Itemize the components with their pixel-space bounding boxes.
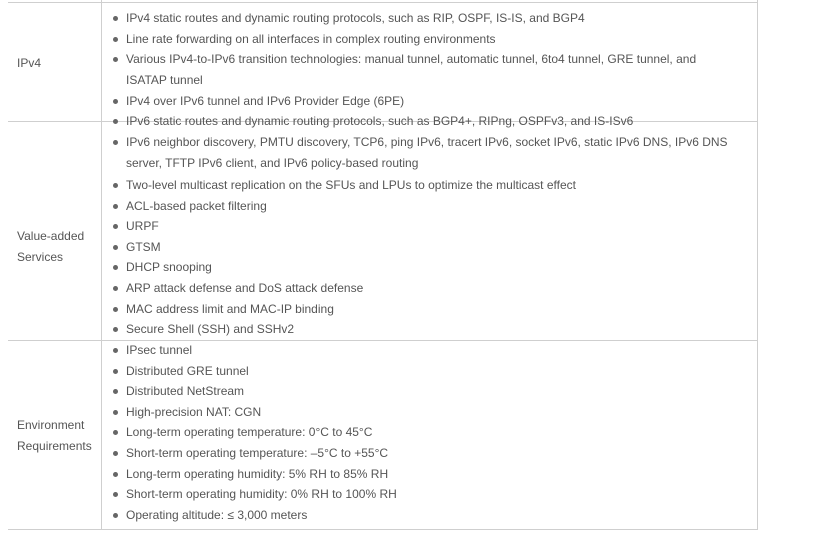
- list-item: [110, 319, 735, 340]
- list-item: [110, 361, 735, 382]
- category-ipv4: IPv4: [17, 56, 42, 70]
- list-item: [110, 49, 735, 90]
- list-item: [110, 402, 735, 423]
- row-divider: [8, 2, 758, 3]
- list-item-text: Operating altitude: ≤ 3,000 meters: [126, 508, 308, 522]
- list-item: [110, 443, 735, 464]
- bullet-icon: [113, 119, 118, 124]
- bullet-icon: [113, 410, 118, 415]
- bullet-icon: [113, 348, 118, 353]
- list-item-text: ACL-based packet filtering: [126, 199, 267, 213]
- list-item-text: IPsec tunnel: [126, 343, 193, 357]
- row-divider: [8, 529, 758, 530]
- bullet-icon: [113, 430, 118, 435]
- list-item-text: Secure Shell (SSH) and SSHv2: [126, 322, 295, 336]
- list-item-text: Line rate forwarding on all interfaces in complex routing environments: [126, 32, 496, 46]
- bullet-icon: [113, 472, 118, 477]
- list-item: [110, 216, 735, 237]
- bullet-icon: [113, 204, 118, 209]
- list-item-text: Two-level multicast replication on the SFUs and LPUs to optimize the multicast effect: [126, 178, 576, 192]
- category-value-added-services: Value-added Services: [17, 229, 85, 264]
- bullet-icon: [113, 265, 118, 270]
- list-item-text: URPF: [126, 219, 159, 233]
- list-item-text: Short-term operating humidity: 0% RH to 100% RH: [126, 487, 397, 501]
- list-item-text: IPv6 neighbor discovery, PMTU discovery, TCP6, ping IPv6, tracert IPv6, socket IPv6, static IPv6 DNS, IPv6 DNS server, TFTP IPv6 client, and IPv6 policy-based routing: [126, 135, 728, 170]
- list-item: [110, 8, 735, 29]
- bullet-icon: [113, 224, 118, 229]
- list-item-text: DHCP snooping: [126, 260, 212, 274]
- list-item-text: Distributed NetStream: [126, 384, 245, 398]
- bullet-icon: [113, 183, 118, 188]
- bullet-icon: [113, 57, 118, 62]
- bullet-icon: [113, 369, 118, 374]
- list-item-text: Short-term operating temperature: –5°C to +55°C: [126, 446, 389, 460]
- list-item: [110, 422, 735, 443]
- bullet-icon: [113, 286, 118, 291]
- list-item: [110, 132, 735, 173]
- list-item: [110, 299, 735, 320]
- list-item: [110, 175, 735, 196]
- list-item: [110, 237, 735, 258]
- list-item-text: IPv4 over IPv6 tunnel and IPv6 Provider Edge (6PE): [126, 94, 405, 108]
- list-item-text: GTSM: [126, 240, 161, 254]
- bullet-icon: [113, 16, 118, 21]
- list-item: [110, 257, 735, 278]
- list-item: [110, 340, 735, 361]
- column-divider: [757, 0, 758, 530]
- list-item-text: Long-term operating humidity: 5% RH to 85% RH: [126, 467, 389, 481]
- list-item: [110, 29, 735, 50]
- list-item-text: IPv4 static routes and dynamic routing protocols, such as RIP, OSPF, IS-IS, and BGP4: [126, 11, 585, 25]
- column-divider: [101, 0, 102, 530]
- list-item: [110, 91, 735, 112]
- bullet-icon: [113, 451, 118, 456]
- list-item: [110, 464, 735, 485]
- list-item: [110, 111, 735, 132]
- list-item: [110, 381, 735, 402]
- bullet-icon: [113, 389, 118, 394]
- list-item-text: IPv6 static routes and dynamic routing protocols, such as BGP4+, RIPng, OSPFv3, and IS-ISv6: [126, 114, 634, 128]
- bullet-icon: [113, 245, 118, 250]
- bullet-icon: [113, 37, 118, 42]
- bullet-icon: [113, 492, 118, 497]
- category-environment-requirements: Environment Requirements: [17, 418, 92, 453]
- list-item-text: Distributed GRE tunnel: [126, 364, 249, 378]
- list-item: [110, 505, 735, 526]
- bullet-icon: [113, 513, 118, 518]
- list-item-text: High-precision NAT: CGN: [126, 405, 262, 419]
- list-item-text: Long-term operating temperature: 0°C to 45°C: [126, 425, 373, 439]
- bullet-icon: [113, 307, 118, 312]
- list-item-text: ARP attack defense and DoS attack defense: [126, 281, 364, 295]
- bullet-icon: [113, 99, 118, 104]
- list-item-text: Various IPv4-to-IPv6 transition technologies: manual tunnel, automatic tunnel, 6to4 tunnel, GRE tunnel, and ISATAP tunnel: [126, 52, 697, 87]
- list-item: [110, 196, 735, 217]
- list-item-text: MAC address limit and MAC-IP binding: [126, 302, 334, 316]
- list-item: [110, 278, 735, 299]
- list-item: [110, 484, 735, 505]
- bullet-icon: [113, 140, 118, 145]
- bullet-icon: [113, 327, 118, 332]
